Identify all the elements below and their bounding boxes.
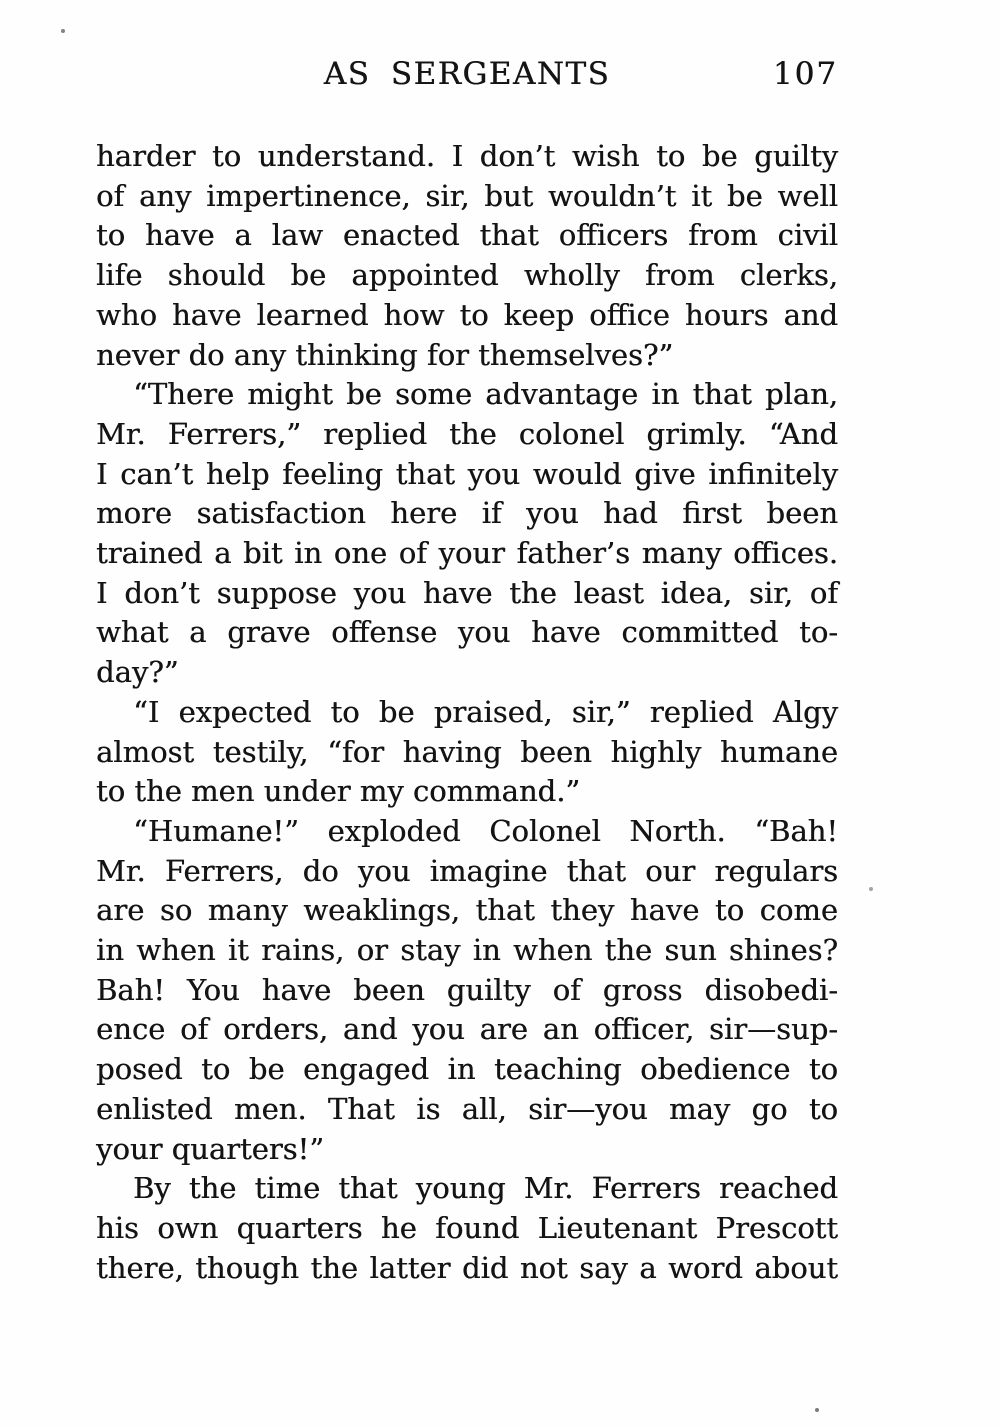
chapter-title: AS SERGEANTS <box>323 56 611 92</box>
text-line: harder to understand. I don’t wish to be guilty <box>96 139 838 173</box>
text-line: ence of orders, and you are an officer, sir—sup- <box>96 1012 838 1047</box>
paragraph <box>96 812 838 1169</box>
text-line: posed to be engaged in teaching obedience to <box>96 1052 838 1087</box>
text-line: Mr. Ferrers,” replied the colonel grimly. “And <box>96 416 838 451</box>
paragraph <box>96 137 838 375</box>
text-line: I can’t help feeling that you would give infinitely <box>96 456 838 491</box>
text-line: to have a law enacted that officers from civil <box>96 218 838 253</box>
text-line: there, though the latter did not say a word about <box>96 1250 838 1285</box>
scan-speck <box>815 1408 819 1412</box>
running-header <box>96 56 838 96</box>
text-line: your quarters!” <box>96 1131 325 1166</box>
text-line: of any impertinence, sir, but wouldn’t it be well <box>96 178 838 213</box>
text-line: never do any thinking for themselves?” <box>96 337 674 372</box>
text-line: in when it rains, or stay in when the sun shines? <box>96 933 838 968</box>
page-number: 107 <box>772 56 838 92</box>
text-line: his own quarters he found Lieutenant Prescott <box>96 1210 838 1245</box>
text-line: “Humane!” exploded Colonel North. “Bah! <box>133 813 838 848</box>
text-line: life should be appointed wholly from clerks, <box>96 258 838 293</box>
scan-speck <box>869 887 873 891</box>
text-line: what a grave offense you have committed to- <box>96 615 838 650</box>
paragraph <box>96 693 838 812</box>
text-line: “I expected to be praised, sir,” replied Algy <box>133 694 838 729</box>
text-line: are so many weaklings, that they have to come <box>96 893 838 928</box>
text-line: almost testily, “for having been highly humane <box>96 734 838 769</box>
paragraph <box>96 375 838 693</box>
text-line: day?” <box>96 655 179 690</box>
text-line: “There might be some advantage in that plan, <box>133 377 838 412</box>
text-line: Mr. Ferrers, do you imagine that our regulars <box>96 853 838 888</box>
text-line: to the men under my command.” <box>96 774 581 809</box>
text-line: more satisfaction here if you had first been <box>96 496 838 531</box>
paragraph <box>96 1169 838 1288</box>
text-line: I don’t suppose you have the least idea, sir, of <box>96 575 838 610</box>
scan-speck <box>61 29 65 33</box>
text-line: Bah! You have been guilty of gross disobedi- <box>96 972 838 1007</box>
body-text <box>96 137 838 1288</box>
text-line: trained a bit in one of your father’s many offices. <box>96 536 838 571</box>
text-line: enlisted men. That is all, sir—you may go to <box>96 1091 838 1126</box>
text-line: who have learned how to keep office hours and <box>96 297 838 332</box>
text-line: By the time that young Mr. Ferrers reached <box>133 1171 838 1206</box>
